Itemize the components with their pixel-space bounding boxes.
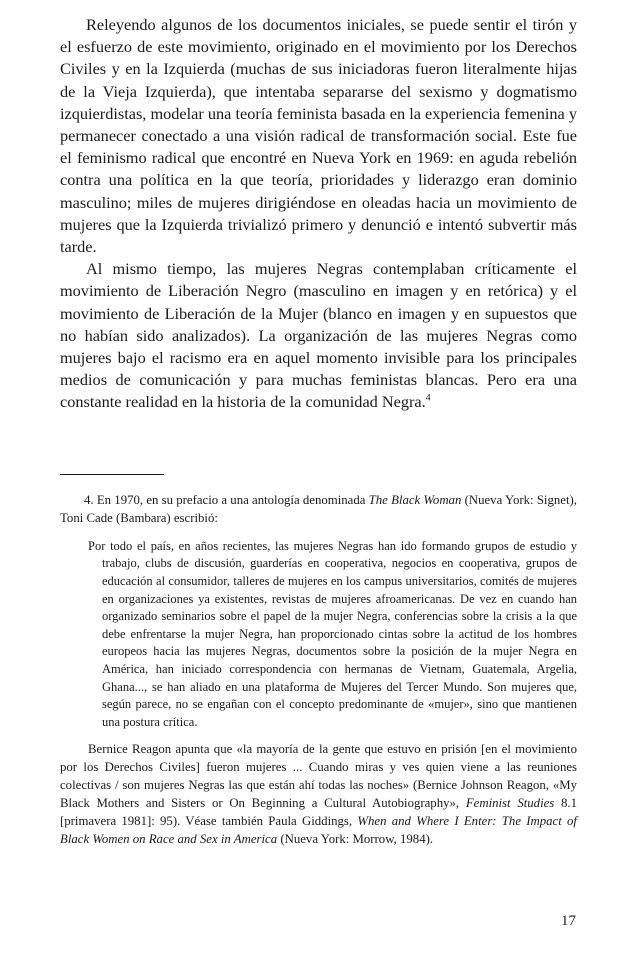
footnote-lead <box>60 492 577 528</box>
paragraph-2-text: Al mismo tiempo, las mujeres Negras contemplaban críticamente el movimiento de Liberación Negro (masculino en imagen y en retórica) y el movimiento de Liberación de la Mujer (blanco en imagen y en supuestos que no habían sido analizados). La organización de las mujeres Negras como mujeres bajo el racismo era en aquel momento invisible para los principales medios de comunicación y para muchas feministas blancas. Pero era una constante realidad en la historia de la comunidad Negra. <box>60 259 577 412</box>
footnote-continuation <box>60 741 577 848</box>
footnote-follow-tail: (Nueva York: Morrow, 1984). <box>280 831 434 846</box>
paragraph-2 <box>60 258 577 413</box>
footnote-separator <box>60 474 164 475</box>
footnote-reference: 4 <box>425 393 431 405</box>
book-title: When and Where I Enter: The Impact of Black Women on Race and Sex in America <box>60 813 577 846</box>
footnote-anthology-title: The Black Woman <box>368 493 462 507</box>
block-quote: Por todo el país, en años recientes, las mujeres Negras han ido formando grupos de estudio y trabajo, clubs de discusión, guarderías en cooperativa, negocios en cooperativa, grupos de educación al consumidor, talleres de mujeres en los campus universitarios, comités de mujeres en organizaciones ya existentes, revistas de mujeres afroamericanas. De vez en cuando han organizado seminarios sobre el papel de la mujer Negra, conferencias sobre la crisis a la que debe enfrentarse la mujer Negra, han proporcionado cintas sobre la actitud de los hombres europeos hacia las mujeres Negras, documentos sobre la posición de la mujer Negra en América, han iniciado correspondencia con hermanas de Vietnam, Guatemala, Argelia, Ghana..., se han aliado en una plataforma de Mujeres del Tercer Mundo. Son mujeres que, según parece, no se engañan con el concepto predominante de «mujer», sino que mantienen una postura crítica. <box>88 538 577 729</box>
page-number: 17 <box>561 913 576 929</box>
paragraph-1: Releyendo algunos de los documentos iniciales, se puede sentir el tirón y el esfuerzo de este movimiento, originado en el movimiento por los Derechos Civiles y en la Izquierda (muchas de sus iniciadoras fueron literalmente hijas de la Vieja Izquierda), que intentaba separarse del sexismo y dogmatismo izquierdistas, modelar una teoría feminista basada en la experiencia femenina y permanecer conectado a una visión radical de transformación social. Este fue el feminismo radical que encontré en Nueva York en 1969: en aguda rebelión contra una política en la que teoría, prioridades y liderazgo eran dominio masculino; miles de mujeres dirigiéndose en oleadas hacia un movimiento de mujeres que la Izquierda trivializó primero y denunció e intentó subvertir más tarde. <box>60 15 577 257</box>
footnote-4 <box>60 492 577 849</box>
footnote-lead-text: En 1970, en su prefacio a una antología denominada <box>96 493 366 507</box>
main-text <box>60 14 577 414</box>
footnote-follow-middle: 8.1 [primavera 1981]: 95). Véase también Paula Giddings, <box>60 796 578 828</box>
journal-title: Feminist Studies <box>465 796 555 811</box>
footnote-follow-text: Bernice Reagon apunta que «la mayoría de la gente que estuvo en prisión [en el movimiento por los Derechos Civiles] fueron mujeres ... Cuando miras y ves quien viene a las reuniones colectivas / son mujeres Negras las que están ahí todas las noches» (Bernice Johnson Reagon, «My Black Mothers and Sisters or On Beginning a Cultural Autobiography», <box>60 742 577 811</box>
footnote-lead-tail: (Nueva York: Signet), Toni Cade (Bambara) escribió: <box>60 493 577 525</box>
footnote-number: 4. <box>84 493 94 507</box>
